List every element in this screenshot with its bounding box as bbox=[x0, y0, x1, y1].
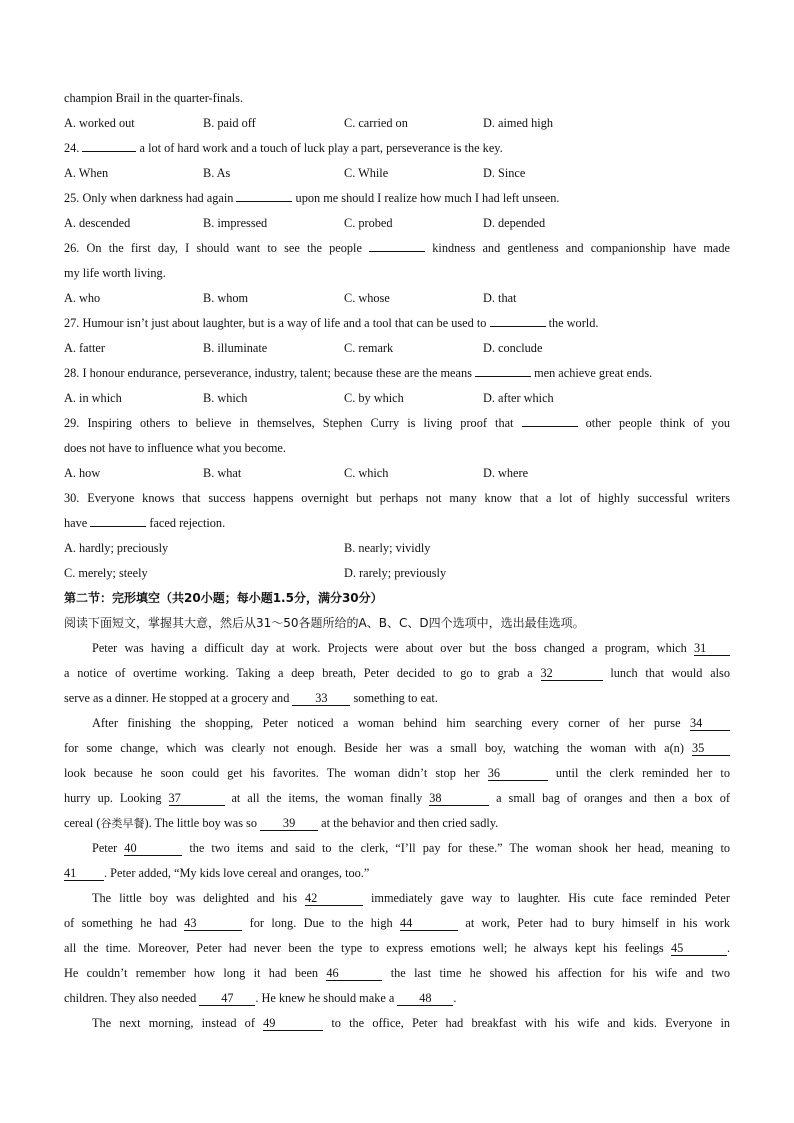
passage-text: . bbox=[453, 991, 457, 1005]
q25-options bbox=[64, 213, 730, 233]
option-b: B. As bbox=[203, 166, 231, 180]
blank-36: 36 bbox=[488, 766, 548, 781]
option-b: B. what bbox=[203, 466, 242, 480]
passage-text: He couldn’t remember how long it had been bbox=[64, 966, 319, 980]
passage-line bbox=[64, 938, 730, 958]
q26-options bbox=[64, 288, 730, 308]
passage-line bbox=[64, 838, 730, 858]
passage-line bbox=[64, 813, 498, 833]
stem-text: the world. bbox=[548, 316, 599, 330]
q23-options bbox=[64, 113, 730, 133]
option-a: A. worked out bbox=[64, 116, 135, 130]
option-a: A. hardly; preciously bbox=[64, 541, 169, 555]
option-d: D. Since bbox=[483, 166, 526, 180]
blank-45: 45 bbox=[671, 941, 727, 956]
passage-text: for some change, which was clearly not enough. Beside her was a small boy, watching the woman with a(n) bbox=[64, 741, 684, 755]
passage-line bbox=[64, 738, 730, 758]
passage-text: all the time. Moreover, Peter had never been the type to express emotions well; he always kept his feelings bbox=[64, 941, 664, 955]
passage-text: serve as a dinner. He stopped at a grocery and bbox=[64, 691, 290, 705]
stem-text: 27. Humour isn’t just about laughter, but is a way of life and a tool that can be used to bbox=[64, 316, 487, 330]
section-heading: 第二节：完形填空（共20小题；每小题1.5分，满分30分） bbox=[64, 591, 383, 605]
passage-line bbox=[64, 913, 730, 933]
stem-text: upon me should I realize how much I had left unseen. bbox=[295, 191, 560, 205]
answer-blank bbox=[490, 313, 546, 327]
option-d: D. rarely; previously bbox=[344, 566, 447, 580]
option-c: C. probed bbox=[344, 216, 393, 230]
stem-text: kindness and gentleness and companionship have made bbox=[432, 241, 730, 255]
passage-line bbox=[64, 888, 730, 908]
passage-text: Peter was having a difficult day at work. Projects were about over but the boss changed a program, which bbox=[92, 641, 687, 655]
option-b: B. illuminate bbox=[203, 341, 268, 355]
passage-text: Peter bbox=[92, 841, 118, 855]
blank-48: 48 bbox=[397, 991, 453, 1006]
passage-text: a small bag of oranges and then a box of bbox=[496, 791, 730, 805]
option-c: C. merely; steely bbox=[64, 566, 148, 580]
passage-text: The little boy was delighted and his bbox=[92, 891, 297, 905]
passage-text: a notice of overtime working. Taking a deep breath, Peter decided to go to grab a bbox=[64, 666, 533, 680]
q26-stem-line2: my life worth living. bbox=[64, 266, 166, 280]
passage-text: . He knew he should make a bbox=[255, 991, 395, 1005]
answer-blank bbox=[369, 238, 425, 252]
blank-33: 33 bbox=[292, 691, 350, 706]
passage-text: lunch that would also bbox=[610, 666, 730, 680]
stem-text: 26. On the first day, I should want to see the people bbox=[64, 241, 362, 255]
option-b: B. nearly; vividly bbox=[344, 541, 431, 555]
stem-text: a lot of hard work and a touch of luck play a part, perseverance is the key. bbox=[139, 141, 503, 155]
option-c: C. which bbox=[344, 466, 389, 480]
section-instruction: 阅读下面短文，掌握其大意，然后从31～50各题所给的A、B、C、D四个选项中，选出最佳选项。 bbox=[64, 616, 585, 630]
passage-line bbox=[64, 863, 369, 883]
passage-text: at the behavior and then cried sadly. bbox=[321, 816, 499, 830]
option-a: A. in which bbox=[64, 391, 122, 405]
passage-text: the two items and said to the clerk, “I’ll pay for these.” The woman shook her head, meaning to bbox=[189, 841, 731, 855]
option-b: B. which bbox=[203, 391, 248, 405]
passage-line bbox=[64, 688, 438, 708]
option-d: D. depended bbox=[483, 216, 546, 230]
blank-43: 43 bbox=[184, 916, 242, 931]
q24-stem bbox=[64, 138, 503, 158]
passage-text: to the office, Peter had breakfast with his wife and kids. Everyone in bbox=[331, 1016, 731, 1030]
blank-38: 38 bbox=[429, 791, 489, 806]
option-a: A. who bbox=[64, 291, 101, 305]
blank-42: 42 bbox=[305, 891, 363, 906]
passage-text: at work, Peter had to bury himself in his work bbox=[465, 916, 730, 930]
q24-options bbox=[64, 163, 730, 183]
passage-text: . Peter added, “My kids love cereal and oranges, too.” bbox=[104, 866, 370, 880]
blank-41: 41 bbox=[64, 866, 104, 881]
passage-line bbox=[64, 1013, 730, 1033]
option-a: A. fatter bbox=[64, 341, 105, 355]
blank-34: 34 bbox=[690, 716, 730, 731]
q29-options bbox=[64, 463, 730, 483]
q26-stem bbox=[64, 238, 730, 258]
stem-text: other people think of you bbox=[585, 416, 731, 430]
passage-line bbox=[64, 788, 730, 808]
blank-40: 40 bbox=[124, 841, 182, 856]
passage-line bbox=[64, 663, 730, 683]
blank-49: 49 bbox=[263, 1016, 323, 1031]
passage-text: until the clerk reminded her to bbox=[555, 766, 730, 780]
stem-text: faced rejection. bbox=[149, 516, 226, 530]
stem-text: 29. Inspiring others to believe in themselves, Stephen Curry is living proof that bbox=[64, 416, 514, 430]
option-a: A. descended bbox=[64, 216, 131, 230]
passage-text: at all the items, the woman finally bbox=[231, 791, 423, 805]
option-d: D. where bbox=[483, 466, 529, 480]
q27-stem bbox=[64, 313, 598, 333]
passage-text: children. They also needed bbox=[64, 991, 197, 1005]
passage-line bbox=[64, 763, 730, 783]
answer-blank bbox=[522, 413, 578, 427]
answer-blank bbox=[90, 513, 146, 527]
option-d: D. conclude bbox=[483, 341, 543, 355]
passage-text: After finishing the shopping, Peter noticed a woman behind him searching every corner of her purse bbox=[92, 716, 681, 730]
q27-options bbox=[64, 338, 730, 358]
passage-text: 谷类早餐 bbox=[100, 817, 145, 830]
passage-text: the last time he showed his affection for his wife and two bbox=[390, 966, 730, 980]
option-b: B. whom bbox=[203, 291, 249, 305]
option-d: D. after which bbox=[483, 391, 554, 405]
stem-text: have bbox=[64, 516, 88, 530]
answer-blank bbox=[82, 138, 136, 152]
passage-text: cereal ( bbox=[64, 816, 101, 830]
q28-options bbox=[64, 388, 730, 408]
q30-options-row2 bbox=[64, 563, 730, 583]
blank-31: 31 bbox=[694, 641, 730, 656]
option-c: C. carried on bbox=[344, 116, 408, 130]
stem-text: 25. Only when darkness had again bbox=[64, 191, 234, 205]
stem-text: men achieve great ends. bbox=[534, 366, 653, 380]
passage-text: something to eat. bbox=[353, 691, 438, 705]
answer-blank bbox=[475, 363, 531, 377]
blank-32: 32 bbox=[541, 666, 603, 681]
blank-47: 47 bbox=[199, 991, 255, 1006]
q30-stem-line2 bbox=[64, 513, 225, 533]
option-c: C. by which bbox=[344, 391, 404, 405]
blank-37: 37 bbox=[169, 791, 225, 806]
passage-text: hurry up. Looking bbox=[64, 791, 162, 805]
passage-line bbox=[64, 963, 730, 983]
q30-stem: 30. Everyone knows that success happens overnight but perhaps not many know that a lot of highly successful writers bbox=[64, 491, 730, 505]
stem-text: 28. I honour endurance, perseverance, industry, talent; because these are the means bbox=[64, 366, 472, 380]
passage-line bbox=[64, 988, 456, 1008]
q25-stem bbox=[64, 188, 560, 208]
q28-stem bbox=[64, 363, 652, 383]
option-b: B. paid off bbox=[203, 116, 256, 130]
option-d: D. aimed high bbox=[483, 116, 554, 130]
option-c: C. While bbox=[344, 166, 389, 180]
option-d: D. that bbox=[483, 291, 517, 305]
option-c: C. whose bbox=[344, 291, 390, 305]
passage-text: look because he soon could get his favorites. The woman didn’t stop her bbox=[64, 766, 480, 780]
blank-44: 44 bbox=[400, 916, 458, 931]
q23-stem: champion Brail in the quarter-finals. bbox=[64, 91, 244, 105]
option-c: C. remark bbox=[344, 341, 394, 355]
passage-text: immediately gave way to laughter. His cute face reminded Peter bbox=[370, 891, 730, 905]
q29-stem bbox=[64, 413, 730, 433]
question-number: 24. bbox=[64, 141, 80, 155]
answer-blank bbox=[236, 188, 292, 202]
blank-46: 46 bbox=[326, 966, 382, 981]
blank-39: 39 bbox=[260, 816, 318, 831]
passage-text: of something he had bbox=[64, 916, 177, 930]
passage-line bbox=[64, 638, 730, 658]
option-a: A. When bbox=[64, 166, 109, 180]
q30-options-row1 bbox=[64, 538, 730, 558]
option-a: A. how bbox=[64, 466, 101, 480]
passage-text: . bbox=[726, 941, 731, 955]
passage-text: ). The little boy was so bbox=[144, 816, 257, 830]
blank-35: 35 bbox=[692, 741, 730, 756]
q29-stem-line2: does not have to influence what you become. bbox=[64, 441, 286, 455]
passage-text: for long. Due to the high bbox=[249, 916, 393, 930]
passage-line bbox=[64, 713, 730, 733]
passage-text: The next morning, instead of bbox=[92, 1016, 255, 1030]
option-b: B. impressed bbox=[203, 216, 268, 230]
